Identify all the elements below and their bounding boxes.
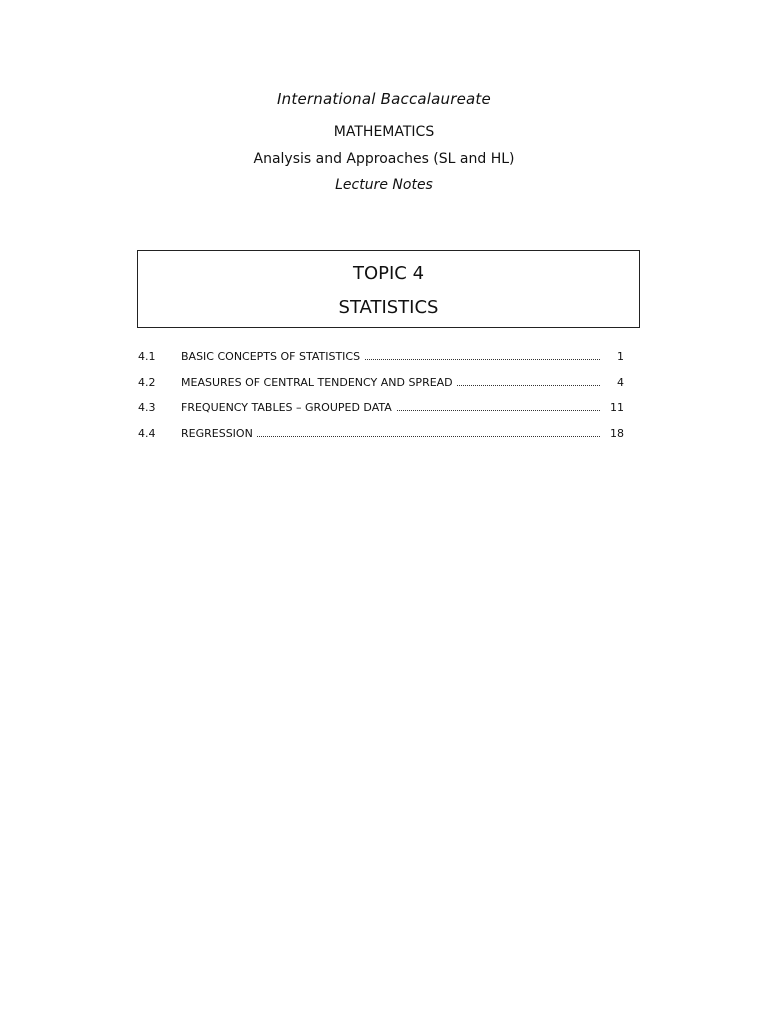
toc-entry[interactable] [138,401,628,427]
course-title: Analysis and Approaches (SL and HL) [253,151,515,167]
toc-page-number: 11 [610,401,624,414]
toc-section-title: REGRESSION [181,427,257,440]
toc-entry[interactable] [138,427,628,453]
document-type: Lecture Notes [335,177,433,193]
toc-section-title: FREQUENCY TABLES – GROUPED DATA [181,401,396,414]
toc-entry[interactable] [138,350,628,376]
toc-page-number: 4 [617,375,624,389]
toc-section-title: MEASURES OF CENTRAL TENDENCY AND SPREAD [181,376,457,389]
toc-page-number: 18 [610,426,624,440]
toc-section-number: 4.2 [138,375,156,389]
toc-entry[interactable] [138,376,628,402]
topic-number: TOPIC 4 [352,263,425,284]
toc-section-number: 4.4 [138,426,156,440]
toc-section-number: 4.1 [138,350,156,363]
toc-page-number: 1 [617,350,624,363]
table-of-contents [138,350,628,452]
topic-title: STATISTICS [338,297,439,318]
topic-box [137,250,640,328]
institution-name: International Baccalaureate [277,90,491,108]
toc-section-number: 4.3 [138,401,156,414]
subject-title: MATHEMATICS [333,124,435,140]
toc-section-title: BASIC CONCEPTS OF STATISTICS [181,350,364,363]
